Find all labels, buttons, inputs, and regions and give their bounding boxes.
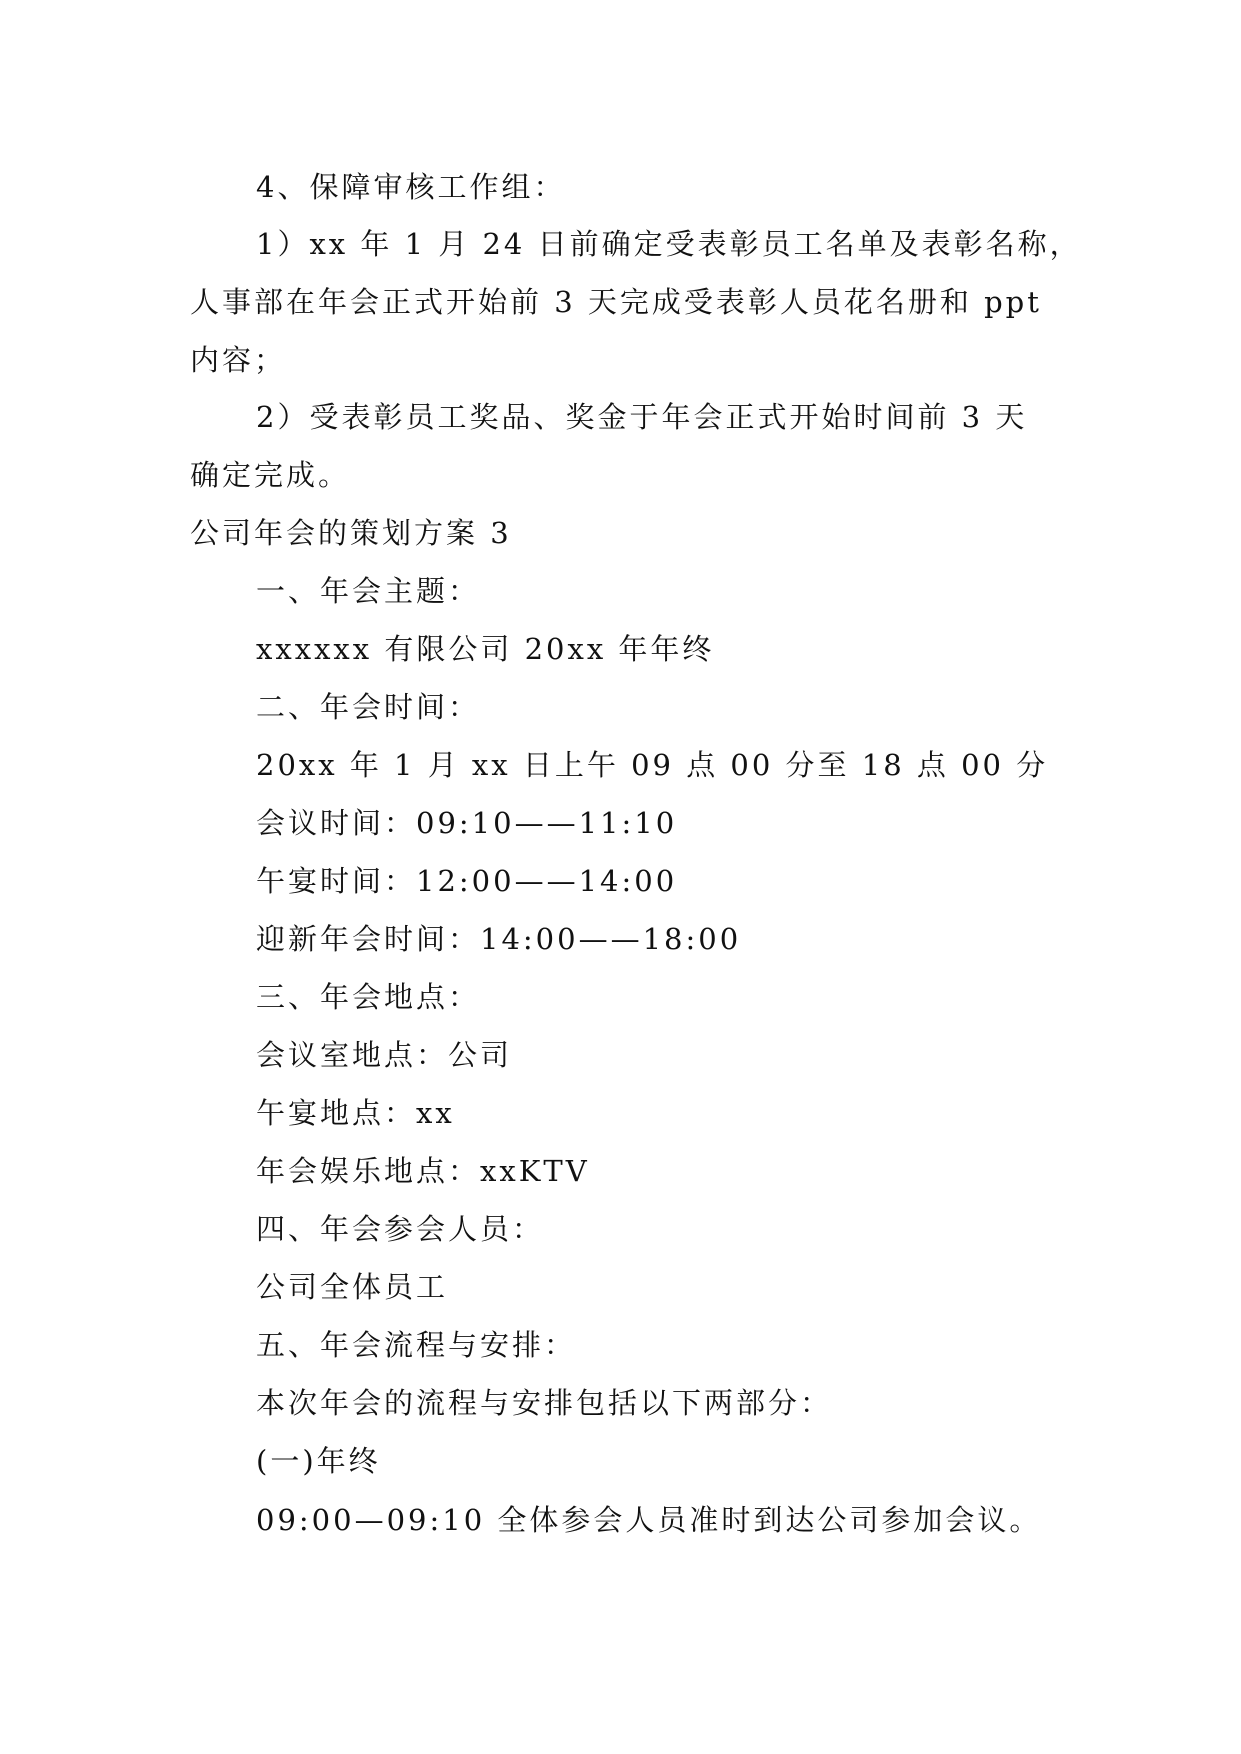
line-16: 会议室地点：公司 [256,1038,513,1072]
line-12: 会议时间：09:10——11:10 [256,806,678,840]
line-17: 午宴地点：xx [256,1096,455,1130]
line-5: 2）受表彰员工奖品、奖金于年会正式开始时间前 3 天 [256,400,1028,434]
line-22: 本次年会的流程与安排包括以下两部分： [256,1386,833,1420]
line-23: (一)年终 [256,1444,381,1478]
line-2: 1）xx 年 1 月 24 日前确定受表彰员工名单及表彰名称， [256,227,1082,261]
line-1: 4、保障审核工作组： [256,170,566,204]
line-4: 内容； [190,343,287,377]
line-20: 公司全体员工 [256,1270,449,1304]
line-6: 确定完成。 [190,458,351,492]
section-heading: 公司年会的策划方案 3 [190,516,512,550]
line-8: 一、年会主题： [256,574,481,608]
line-10: 二、年会时间： [256,690,481,724]
line-3: 人事部在年会正式开始前 3 天完成受表彰人员花名册和 ppt [190,285,1042,319]
line-15: 三、年会地点： [256,980,481,1014]
line-19: 四、年会参会人员： [256,1212,545,1246]
line-13: 午宴时间：12:00——14:00 [256,864,678,898]
line-11: 20xx 年 1 月 xx 日上午 09 点 00 分至 18 点 00 分 [256,748,1049,782]
line-9: xxxxxx 有限公司 20xx 年年终 [256,632,715,666]
line-18: 年会娱乐地点：xxKTV [256,1154,590,1188]
line-14: 迎新年会时间：14:00——18:00 [256,922,742,956]
line-21: 五、年会流程与安排： [256,1328,577,1362]
line-24: 09:00—09:10 全体参会人员准时到达公司参加会议。 [256,1503,1042,1537]
